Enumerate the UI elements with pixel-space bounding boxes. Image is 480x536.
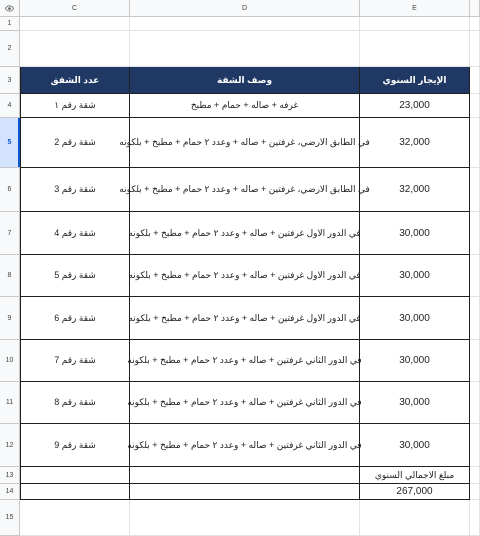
empty-cell[interactable] bbox=[470, 168, 480, 212]
header-cell-rent: الإيجار السنوي bbox=[360, 67, 470, 94]
row-header-11[interactable]: 11 bbox=[0, 382, 20, 424]
empty-cell[interactable] bbox=[20, 500, 130, 536]
apartment-name-cell[interactable]: شقة رقم 3 bbox=[20, 168, 130, 212]
column-header-partial[interactable] bbox=[470, 0, 480, 17]
row-header-6[interactable]: 6 bbox=[0, 168, 20, 212]
select-all-corner[interactable] bbox=[0, 0, 20, 17]
empty-cell[interactable] bbox=[470, 500, 480, 536]
apartment-description-cell[interactable]: غرفه + صاله + حمام + مطبخ bbox=[130, 94, 360, 118]
empty-cell[interactable] bbox=[470, 484, 480, 500]
row-header-15[interactable]: 15 bbox=[0, 500, 20, 536]
empty-cell[interactable] bbox=[470, 297, 480, 340]
column-header-d[interactable]: D bbox=[130, 0, 360, 17]
total-value-cell[interactable]: 267,000 bbox=[360, 484, 470, 500]
apartment-description-cell[interactable]: في الدور الاول غرفتين + صاله + وعدد ٢ حمام + مطبخ + بلكونه bbox=[130, 297, 360, 340]
empty-cell[interactable] bbox=[470, 94, 480, 118]
apartment-rent-cell[interactable]: 32,000 bbox=[360, 168, 470, 212]
empty-cell[interactable] bbox=[470, 467, 480, 484]
apartment-rent-cell[interactable]: 30,000 bbox=[360, 255, 470, 297]
row-header-1[interactable]: 1 bbox=[0, 17, 20, 31]
apartment-description-cell[interactable]: في الدور الاول غرفتين + صاله + وعدد ٢ حمام + مطبخ + بلكونه bbox=[130, 255, 360, 297]
apartment-rent-cell[interactable]: 30,000 bbox=[360, 382, 470, 424]
apartment-rent-cell[interactable]: 32,000 bbox=[360, 118, 470, 168]
empty-cell[interactable] bbox=[20, 31, 130, 67]
empty-cell[interactable] bbox=[470, 118, 480, 168]
empty-cell[interactable] bbox=[130, 500, 360, 536]
empty-cell[interactable] bbox=[360, 17, 470, 31]
apartment-name-cell[interactable]: شقة رقم 5 bbox=[20, 255, 130, 297]
row-header-3[interactable]: 3 bbox=[0, 67, 20, 94]
empty-cell[interactable] bbox=[130, 484, 360, 500]
row-header-4[interactable]: 4 bbox=[0, 94, 20, 118]
apartment-description-cell[interactable]: في الطابق الارضي، غرفتين + صاله + وعدد ٢ حمام + مطبخ + بلكونه bbox=[130, 118, 360, 168]
apartment-rent-cell[interactable]: 30,000 bbox=[360, 212, 470, 255]
row-header-12[interactable]: 12 bbox=[0, 424, 20, 467]
row-header-14[interactable]: 14 bbox=[0, 484, 20, 500]
empty-cell[interactable] bbox=[470, 382, 480, 424]
empty-cell[interactable] bbox=[470, 31, 480, 67]
row-header-9[interactable]: 9 bbox=[0, 297, 20, 340]
apartment-description-cell[interactable]: في الطابق الارضي، غرفتين + صاله + وعدد ٢ حمام + مطبخ + بلكونه bbox=[130, 168, 360, 212]
apartment-rent-cell[interactable]: 23,000 bbox=[360, 94, 470, 118]
row-header-8[interactable]: 8 bbox=[0, 255, 20, 297]
empty-cell[interactable] bbox=[130, 467, 360, 484]
header-cell-count: عدد الشقق bbox=[20, 67, 130, 94]
apartment-name-cell[interactable]: شقة رقم ١ bbox=[20, 94, 130, 118]
apartment-description-cell[interactable]: في الدور الثاني غرفتين + صاله + وعدد ٢ حمام + مطبخ + بلكونه bbox=[130, 340, 360, 382]
empty-cell[interactable] bbox=[360, 500, 470, 536]
apartment-name-cell[interactable]: شقة رقم 4 bbox=[20, 212, 130, 255]
total-label-cell[interactable]: مبلغ الاجمالي السنوي bbox=[360, 467, 470, 484]
empty-cell[interactable] bbox=[20, 467, 130, 484]
column-header-e[interactable]: E bbox=[360, 0, 470, 17]
column-header-c[interactable]: C bbox=[20, 0, 130, 17]
header-cell-description: وصف الشقة bbox=[130, 67, 360, 94]
row-header-10[interactable]: 10 bbox=[0, 340, 20, 382]
row-header-2[interactable]: 2 bbox=[0, 31, 20, 67]
row-header-5[interactable]: 5 bbox=[0, 118, 20, 168]
apartment-description-cell[interactable]: في الدور الثاني غرفتين + صاله + وعدد ٢ حمام + مطبخ + بلكونه bbox=[130, 424, 360, 467]
empty-cell[interactable] bbox=[470, 424, 480, 467]
apartment-rent-cell[interactable]: 30,000 bbox=[360, 424, 470, 467]
row-header-7[interactable]: 7 bbox=[0, 212, 20, 255]
empty-cell[interactable] bbox=[360, 31, 470, 67]
empty-cell[interactable] bbox=[470, 17, 480, 31]
apartment-rent-cell[interactable]: 30,000 bbox=[360, 340, 470, 382]
empty-cell[interactable] bbox=[470, 67, 480, 94]
empty-cell[interactable] bbox=[20, 17, 130, 31]
empty-cell[interactable] bbox=[130, 31, 360, 67]
apartment-name-cell[interactable]: شقة رقم 8 bbox=[20, 382, 130, 424]
apartment-name-cell[interactable]: شقة رقم 7 bbox=[20, 340, 130, 382]
apartment-name-cell[interactable]: شقة رقم 6 bbox=[20, 297, 130, 340]
empty-cell[interactable] bbox=[470, 212, 480, 255]
empty-cell[interactable] bbox=[470, 255, 480, 297]
empty-cell[interactable] bbox=[470, 340, 480, 382]
eye-icon bbox=[5, 4, 14, 13]
apartment-description-cell[interactable]: في الدور الاول غرفتين + صاله + وعدد ٢ حمام + مطبخ + بلكونه bbox=[130, 212, 360, 255]
apartment-description-cell[interactable]: في الدور الثاني غرفتين + صاله + وعدد ٢ حمام + مطبخ + بلكونه bbox=[130, 382, 360, 424]
apartment-name-cell[interactable]: شقة رقم 2 bbox=[20, 118, 130, 168]
row-header-13[interactable]: 13 bbox=[0, 467, 20, 484]
apartment-rent-cell[interactable]: 30,000 bbox=[360, 297, 470, 340]
apartment-name-cell[interactable]: شقة رقم 9 bbox=[20, 424, 130, 467]
empty-cell[interactable] bbox=[20, 484, 130, 500]
empty-cell[interactable] bbox=[130, 17, 360, 31]
